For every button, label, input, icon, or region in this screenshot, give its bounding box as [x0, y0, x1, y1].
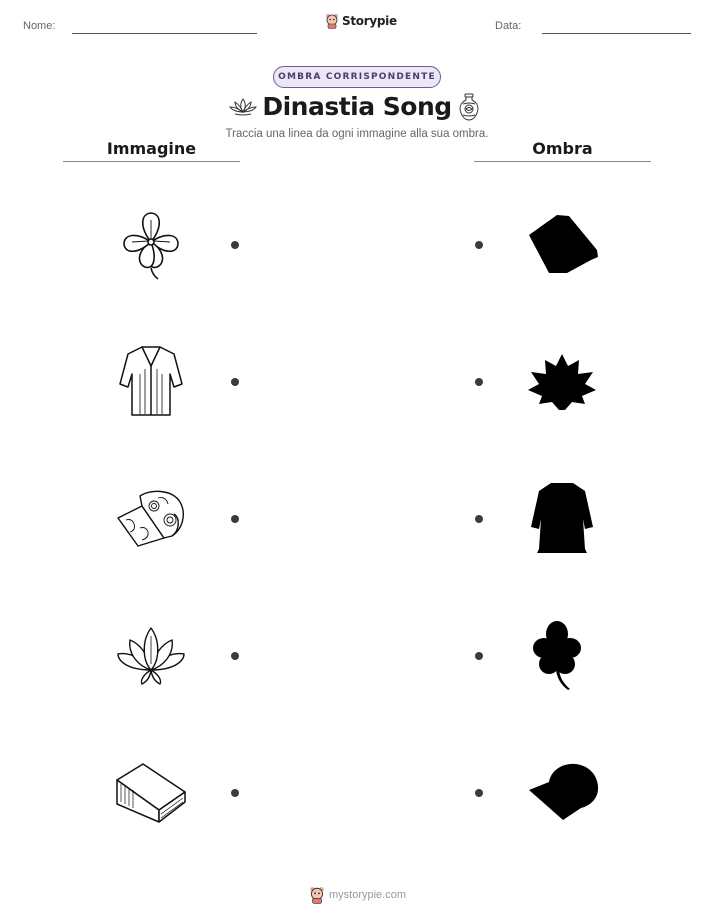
column-heading-shadow: Ombra: [474, 139, 651, 162]
robe-shadow: [529, 481, 595, 555]
robe-icon: [118, 344, 184, 420]
activity-badge: OMBRA CORRISPONDENTE: [273, 66, 441, 88]
book-shadow: [527, 213, 599, 275]
image-connect-dot[interactable]: [231, 789, 239, 797]
footer: [309, 886, 406, 904]
shadow-connect-dot[interactable]: [475, 378, 483, 386]
brand-name: Storypie: [342, 14, 397, 28]
instructions: Traccia una linea da ogni immagine alla sua ombra.: [225, 128, 489, 140]
image-connect-dot[interactable]: [231, 241, 239, 249]
scroll-shadow: [527, 762, 599, 822]
date-label: Data:: [495, 20, 522, 32]
name-field[interactable]: [72, 33, 257, 34]
image-connect-dot[interactable]: [231, 652, 239, 660]
lotus-icon: [116, 624, 186, 686]
shadow-connect-dot[interactable]: [475, 789, 483, 797]
image-connect-dot[interactable]: [231, 378, 239, 386]
storypie-mascot-icon: [309, 886, 325, 904]
shadow-connect-dot[interactable]: [475, 652, 483, 660]
scroll-icon: [116, 488, 188, 548]
vase-decoration-icon: [457, 92, 481, 122]
date-field[interactable]: [542, 33, 691, 34]
brand-logo: [325, 13, 397, 29]
lotus-shadow: [527, 352, 597, 412]
image-connect-dot[interactable]: [231, 515, 239, 523]
page-title: Dinastia Song: [262, 92, 452, 121]
shadow-connect-dot[interactable]: [475, 515, 483, 523]
book-icon: [115, 762, 189, 824]
shadow-connect-dot[interactable]: [475, 241, 483, 249]
storypie-mascot-icon: [325, 13, 339, 29]
flower-icon: [118, 208, 184, 282]
flower-shadow: [532, 620, 582, 690]
name-label: Nome:: [23, 20, 56, 32]
lotus-decoration-icon: [229, 95, 257, 117]
footer-url[interactable]: mystorypie.com: [329, 889, 407, 901]
column-heading-image: Immagine: [63, 139, 240, 162]
